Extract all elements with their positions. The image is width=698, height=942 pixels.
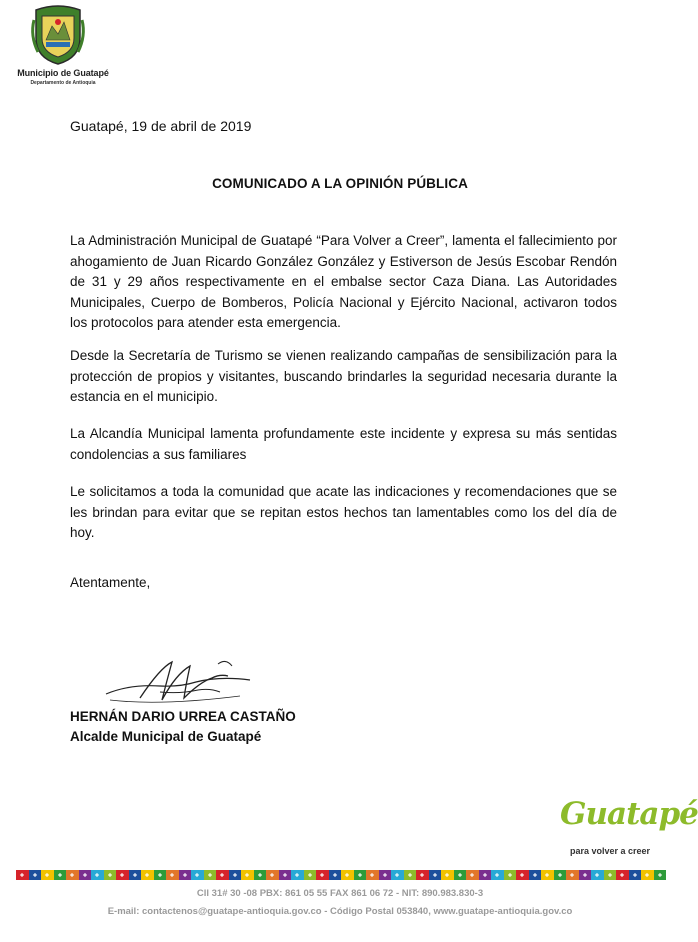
decorative-color-strip (16, 870, 666, 880)
signer-role: Alcalde Municipal de Guatapé (70, 729, 262, 744)
strip-segment (529, 870, 542, 880)
strip-segment (266, 870, 279, 880)
strip-segment (304, 870, 317, 880)
closing-salutation: Atentamente, (70, 575, 151, 590)
strip-segment (229, 870, 242, 880)
date-line: Guatapé, 19 de abril de 2019 (70, 118, 252, 134)
strip-segment (404, 870, 417, 880)
strip-segment (79, 870, 92, 880)
strip-segment (541, 870, 554, 880)
strip-segment (479, 870, 492, 880)
strip-segment (629, 870, 642, 880)
department-name: Departamento de Antioquia (30, 80, 96, 86)
communique-title: COMUNICADO A LA OPINIÓN PÚBLICA (212, 176, 468, 191)
strip-segment (466, 870, 479, 880)
strip-segment (616, 870, 629, 880)
strip-segment (154, 870, 167, 880)
strip-segment (441, 870, 454, 880)
strip-segment (516, 870, 529, 880)
strip-segment (491, 870, 504, 880)
strip-segment (254, 870, 267, 880)
strip-segment (591, 870, 604, 880)
footer-contact: E-mail: contactenos@guatape-antioquia.gov.co - Código Postal 053840, www.guatape-antioquia.gov.co (107, 906, 573, 917)
paragraph-announcement: La Administración Municipal de Guatapé “Para Volver a Creer”, lamenta el fallecimiento por ahogamiento de Juan Ricardo González González y Estiverson de Jesús Escobar Rendón de 31 y 29 años respectivamente en el embalse sector Caza Diana. Las Autoridades Municipales, Cuerpo de Bomberos, Policía Nacional y Ejército Nacional, activaron todos los protocolos para atender esta emergencia. (70, 233, 617, 331)
strip-segment (166, 870, 179, 880)
brand-tagline: para volver a creer (570, 846, 651, 856)
strip-segment (416, 870, 429, 880)
strip-segment (91, 870, 104, 880)
strip-segment (179, 870, 192, 880)
strip-segment (54, 870, 67, 880)
paragraph-condolences: La Alcandía Municipal lamenta profundamente este incidente y expresa su más sentidas condolencias a sus familiares (70, 426, 617, 462)
strip-segment (454, 870, 467, 880)
strip-segment (316, 870, 329, 880)
strip-segment (204, 870, 217, 880)
footer-address: Cll 31# 30 -08 PBX: 861 05 55 FAX 861 06 72 - NIT: 890.983.830-3 (196, 888, 484, 899)
strip-segment (129, 870, 142, 880)
strip-segment (354, 870, 367, 880)
paragraph-request: Le solicitamos a toda la comunidad que acate las indicaciones y recomendaciones que se les brindan para evitar que se repitan estos hechos tan lamentables como los del día de hoy. (70, 484, 617, 541)
strip-segment (41, 870, 54, 880)
paragraph-tourism: Desde la Secretaría de Turismo se vienen realizando campañas de sensibilización para la protección de propios y visitantes, buscando brindarles la seguridad necesaria durante la estancia en el municipio. (70, 348, 617, 405)
strip-segment (329, 870, 342, 880)
strip-segment (566, 870, 579, 880)
strip-segment (141, 870, 154, 880)
strip-segment (16, 870, 29, 880)
strip-segment (279, 870, 292, 880)
municipal-coat-of-arms-icon (30, 4, 86, 66)
strip-segment (554, 870, 567, 880)
strip-segment (104, 870, 117, 880)
strip-segment (291, 870, 304, 880)
strip-segment (504, 870, 517, 880)
strip-segment (29, 870, 42, 880)
municipality-name: Municipio de Guatapé (17, 68, 109, 78)
strip-segment (116, 870, 129, 880)
strip-segment (66, 870, 79, 880)
strip-segment (216, 870, 229, 880)
strip-segment (429, 870, 442, 880)
strip-segment (341, 870, 354, 880)
strip-segment (241, 870, 254, 880)
strip-segment (391, 870, 404, 880)
strip-segment (366, 870, 379, 880)
guatape-brand-logo: Guatapé (560, 796, 698, 832)
strip-segment (579, 870, 592, 880)
strip-segment (604, 870, 617, 880)
strip-segment (191, 870, 204, 880)
handwritten-signature (100, 654, 260, 710)
signer-name: HERNÁN DARIO URREA CASTAÑO (70, 709, 296, 724)
strip-segment (379, 870, 392, 880)
strip-segment (641, 870, 654, 880)
strip-segment (654, 870, 667, 880)
